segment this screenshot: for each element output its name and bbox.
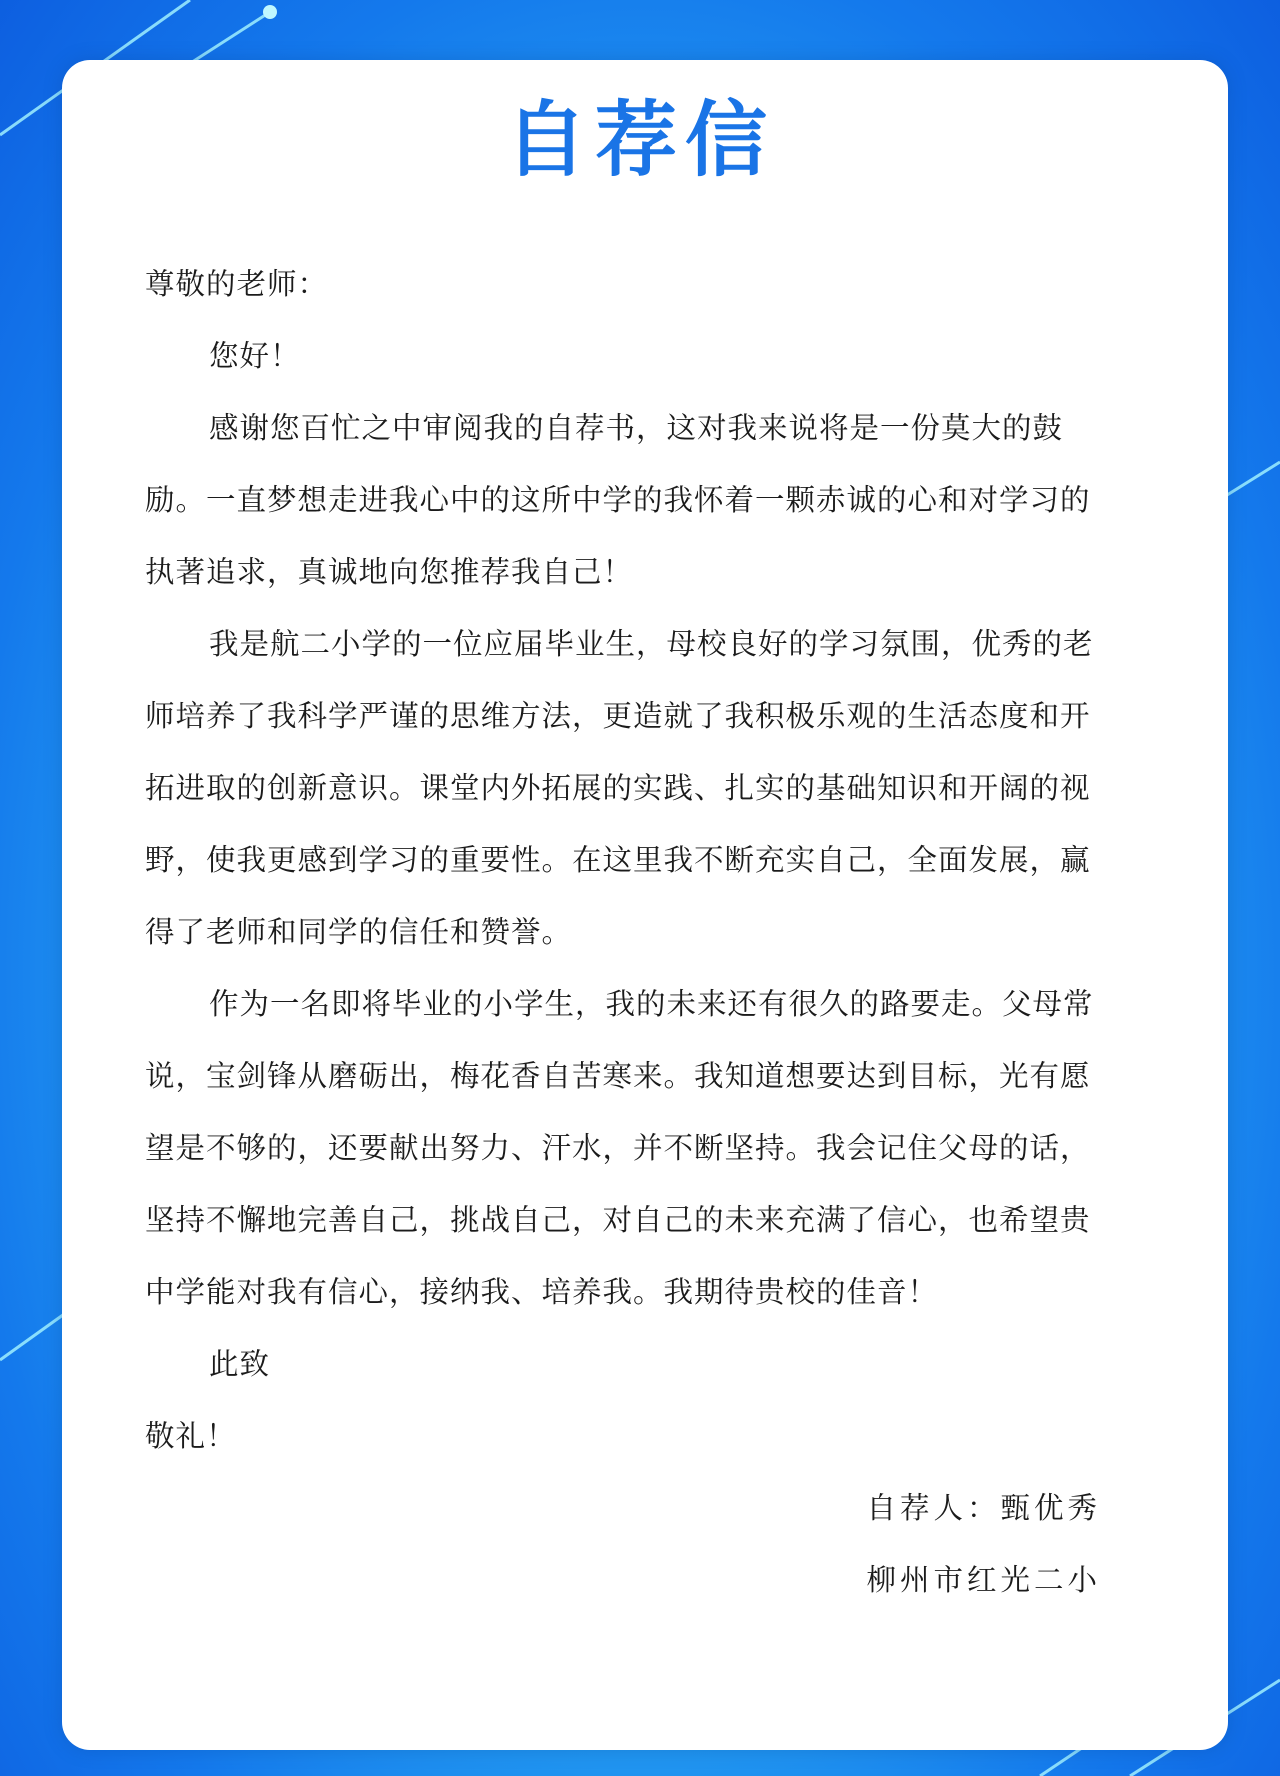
signature: 自荐人：甄优秀 — [866, 1491, 1101, 1525]
greeting: 您好！ — [209, 339, 301, 373]
paragraph-3: 作为一名即将毕业的小学生，我的未来还有很久的路要走。父母常说，宝剑锋从磨砺出，梅花香自苦寒来。我知道想要达到目标，光有愿望是不够的，还要献出努力、汗水，并不断坚持。我会记住父母的话，坚持不懈地完善自己，挑战自己，对自己的未来充满了信心，也希望贵中学能对我有信心，接纳我、培养我。我期待贵校的佳音！ — [145, 987, 1094, 1309]
paragraph-1: 感谢您百忙之中审阅我的自荐书，这对我来说将是一份莫大的鼓励。一直梦想走进我心中的这所中学的我怀着一颗赤诚的心和对学习的执著追求，真诚地向您推荐我自己！ — [145, 411, 1091, 589]
signature-block — [145, 1472, 1105, 1616]
school-name: 柳州市红光二小 — [866, 1563, 1101, 1597]
paragraph-2: 我是航二小学的一位应届毕业生，母校良好的学习氛围，优秀的老师培养了我科学严谨的思维方法，更造就了我积极乐观的生活态度和开拓进取的创新意识。课堂内外拓展的实践、扎实的基础知识和开阔的视野，使我更感到学习的重要性。在这里我不断充实自己，全面发展，赢得了老师和同学的信任和赞誉。 — [145, 627, 1094, 949]
closing-salute: 敬礼！ — [145, 1419, 237, 1453]
letter-body — [145, 248, 1105, 1616]
letter-title: 自荐信 — [504, 93, 775, 188]
salutation: 尊敬的老师： — [145, 267, 329, 301]
closing-regards: 此致 — [209, 1347, 271, 1381]
